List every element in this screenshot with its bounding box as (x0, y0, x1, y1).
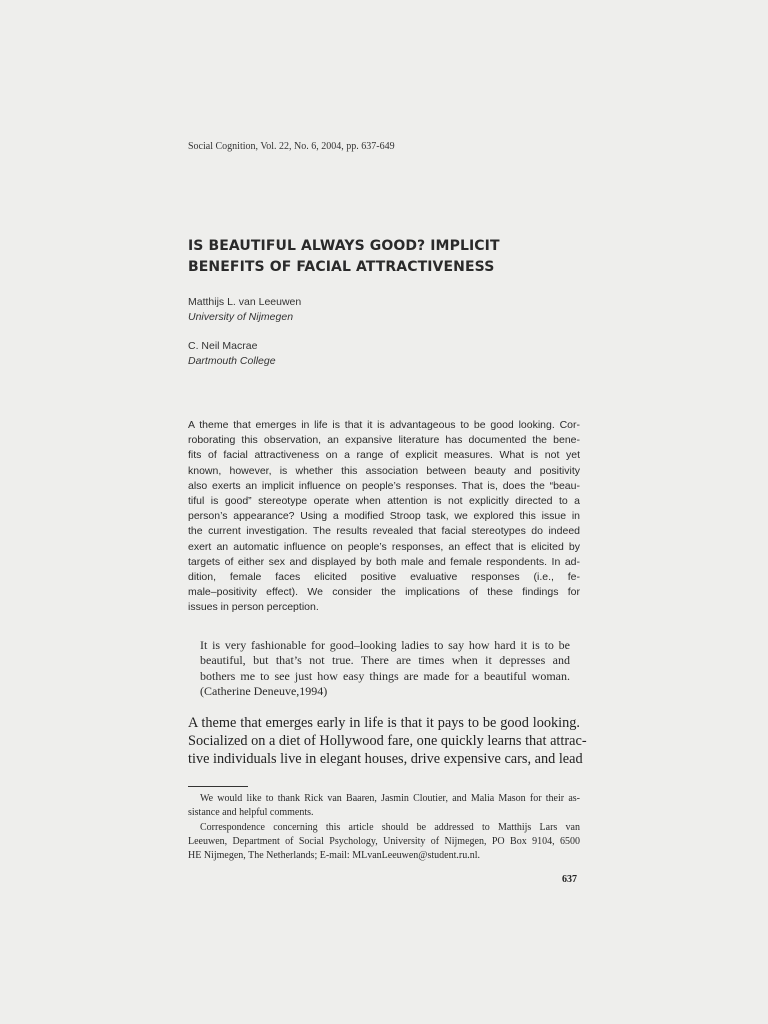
abstract (188, 418, 580, 616)
abstract-line: fits of facial attractiveness on a range of explicit measures. What is not yet (188, 449, 580, 462)
body-line: tive individuals live in elegant houses, drive expensive cars, and lead (188, 751, 583, 767)
body-line: Socialized on a diet of Hollywood fare, one quickly learns that attrac- (188, 733, 587, 749)
abstract-line: also exerts an implicit influence on people’s responses. That is, does the “beau- (188, 479, 580, 492)
title-line: IS BEAUTIFUL ALWAYS GOOD? IMPLICIT (188, 238, 500, 254)
abstract-line: roborating this observation, an expansive literature has documented the bene- (188, 434, 580, 447)
footnote-line: Leeuwen, Department of Social Psychology, University of Nijmegen, PO Box 9104, 6500 (188, 835, 580, 847)
abstract-line: tiful is good” stereotype operate when attention is not explicitly directed to a (188, 495, 580, 508)
journal-citation: Social Cognition, Vol. 22, No. 6, 2004, pp. 637-649 (188, 141, 395, 152)
author-block (188, 295, 301, 325)
article-title (188, 236, 608, 278)
quote-line: beautiful, but that’s not true. There are times when it depresses and (200, 653, 570, 668)
quote-attribution: (Catherine Deneuve,1994) (200, 683, 328, 698)
title-line: BENEFITS OF FACIAL ATTRACTIVENESS (188, 259, 495, 275)
footnote-line: We would like to thank Rick van Baaren, Jasmin Cloutier, and Malia Mason for their as- (200, 793, 580, 804)
author-name: Matthijs L. van Leeuwen (188, 296, 302, 308)
epigraph-quote (200, 638, 570, 699)
body-line: A theme that emerges early in life is that it pays to be good looking. (188, 715, 580, 731)
footnotes (188, 792, 580, 863)
abstract-line: person’s appearance? Using a modified Stroop task, we explored this issue in (188, 510, 580, 523)
footnote-line: Correspondence concerning this article should be addressed to Matthijs Lars van (200, 821, 580, 833)
author-affiliation: University of Nijmegen (188, 311, 294, 323)
abstract-line: issues in person perception. (188, 601, 319, 614)
page-number: 637 (562, 874, 577, 885)
abstract-line: targets of either sex and displayed by both male and female respondents. In ad- (188, 555, 580, 568)
footnote-divider (188, 786, 248, 787)
quote-line: It is very fashionable for good–looking ladies to say how hard it is to be (200, 638, 570, 652)
abstract-line: known, however, is whether this association between beauty and positivity (188, 464, 580, 477)
abstract-line: the current investigation. The results revealed that facial stereotypes do indeed (188, 525, 580, 538)
author-affiliation: Dartmouth College (188, 355, 276, 367)
footnote-line: sistance and helpful comments. (188, 807, 314, 819)
abstract-line: dition, female faces elicited positive evaluative responses (i.e., fe- (188, 571, 580, 584)
quote-line: bothers me to see just how easy things are made for a beautiful woman. (200, 668, 570, 683)
abstract-line: male–positivity effect). We consider the implications of these findings for (188, 586, 580, 599)
abstract-line: exert an automatic influence on people’s responses, an effect that is elicited by (188, 540, 580, 553)
abstract-line: A theme that emerges in life is that it is advantageous to be good looking. Cor- (188, 419, 580, 431)
author-name: C. Neil Macrae (188, 340, 258, 352)
footnote-line: HE Nijmegen, The Netherlands; E-mail: MLvanLeeuwen@student.ru.nl. (188, 850, 481, 862)
author-block (188, 339, 276, 369)
body-paragraph (188, 714, 587, 768)
